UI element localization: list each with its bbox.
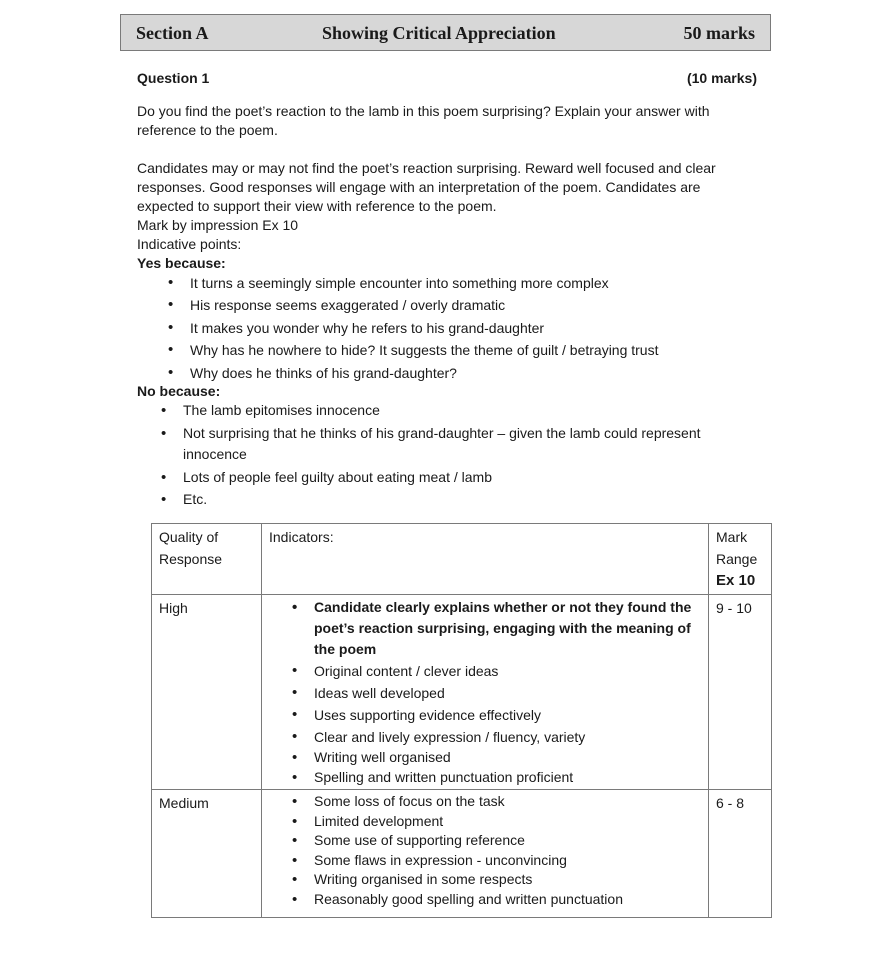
question-marks: (10 marks) — [686, 70, 757, 86]
indicative-points-label: Indicative points: — [137, 236, 242, 252]
section-label: Section A — [136, 23, 209, 43]
list-item: • Writing well organised — [269, 748, 701, 768]
list-item: • Ideas well developed — [269, 682, 701, 704]
yes-points-list — [168, 272, 728, 384]
list-item: • Uses supporting evidence effectively — [269, 704, 701, 726]
indicators-cell — [262, 595, 709, 790]
list-item: • Some use of supporting reference — [269, 831, 701, 851]
mark-by-impression: Mark by impression Ex 10 — [137, 217, 299, 233]
section-header — [120, 14, 771, 51]
range-cell: 6 - 8 — [709, 790, 772, 918]
list-item: • Etc. — [161, 489, 721, 511]
no-heading: No because: — [137, 383, 221, 399]
list-item: • His response seems exaggerated / overly dramatic — [168, 294, 728, 316]
list-item: • Original content / clever ideas — [269, 660, 701, 682]
list-item: • Clear and lively expression / fluency, variety — [269, 726, 701, 748]
list-item: • Why has he nowhere to hide? It suggests the theme of guilt / betraying trust — [168, 339, 728, 361]
section-title: Showing Critical Appreciation — [322, 23, 556, 43]
medium-indicators-list — [269, 792, 701, 910]
table-row — [152, 595, 772, 790]
list-item: • Some flaws in expression - unconvincing — [269, 851, 701, 871]
section-marks: 50 marks — [683, 23, 755, 43]
indicators-cell — [262, 790, 709, 918]
no-points-list — [161, 400, 721, 512]
quality-header: Quality of Response — [152, 524, 262, 595]
list-item: • It turns a seemingly simple encounter into something more complex — [168, 272, 728, 294]
list-item: • Reasonably good spelling and written punctuation — [269, 890, 701, 910]
list-item: • Candidate clearly explains whether or not they found the poet’s reaction surprising, engaging with the meaning of the poem — [269, 597, 701, 660]
list-item: • Limited development — [269, 812, 701, 832]
level-cell: Medium — [152, 790, 262, 918]
high-indicators-list — [269, 597, 701, 787]
level-cell: High — [152, 595, 262, 790]
list-item: • Spelling and written punctuation proficient — [269, 768, 701, 788]
table-row — [152, 790, 772, 918]
list-item: • Why does he thinks of his grand-daughter? — [168, 362, 728, 384]
rubric-table — [151, 523, 772, 918]
range-cell: 9 - 10 — [709, 595, 772, 790]
list-item: • Some loss of focus on the task — [269, 792, 701, 812]
mark-range-header — [709, 524, 772, 595]
question-text: Do you find the poet’s reaction to the lamb in this poem surprising? Explain your answer with reference to the poem. — [137, 103, 710, 138]
mark-range-label: Mark Range — [716, 529, 758, 567]
list-item: • Writing organised in some respects — [269, 870, 701, 890]
yes-heading: Yes because: — [137, 255, 226, 271]
list-item: • Lots of people feel guilty about eating meat / lamb — [161, 467, 721, 489]
list-item: • It makes you wonder why he refers to his grand-daughter — [168, 317, 728, 339]
indicators-header: Indicators: — [262, 524, 709, 595]
list-item: • Not surprising that he thinks of his grand-daughter – given the lamb could represent innocence — [161, 423, 721, 466]
question-label: Question 1 — [137, 70, 210, 86]
list-item: • The lamb epitomises innocence — [161, 400, 721, 422]
ex-10-label: Ex 10 — [716, 572, 756, 589]
table-header-row — [152, 524, 772, 595]
guidance-paragraph: Candidates may or may not find the poet’s reaction surprising. Reward well focused and clear responses. Good responses will engage with an interpretation of the poem. Candidates are expected to support their view with reference to the poem. — [137, 160, 716, 214]
